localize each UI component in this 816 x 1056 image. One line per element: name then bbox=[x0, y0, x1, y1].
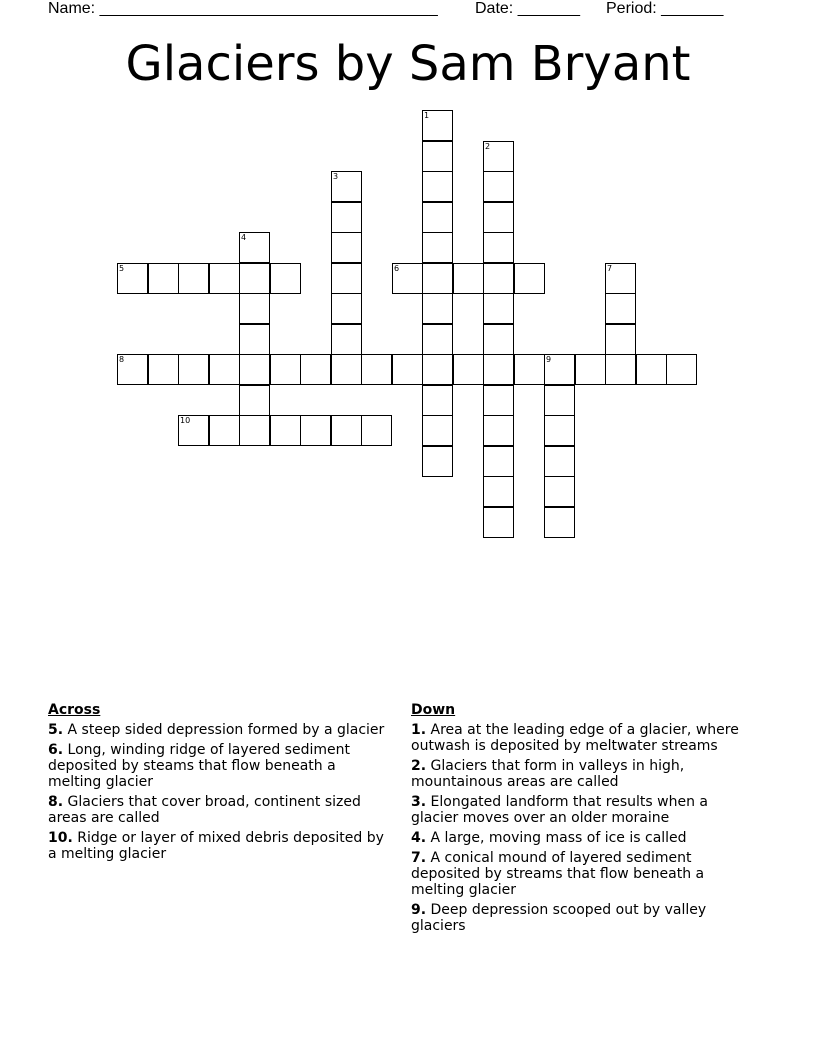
grid-cell[interactable] bbox=[239, 324, 270, 355]
cell-number: 7 bbox=[607, 264, 613, 273]
clue-text: Long, winding ridge of layered sediment deposited by steams that flow beneath a melting glacier bbox=[48, 742, 350, 790]
name-field-label: Name: ______________________________________ bbox=[48, 0, 438, 17]
grid-cell[interactable] bbox=[148, 354, 179, 385]
grid-cell[interactable] bbox=[483, 324, 514, 355]
grid-cell[interactable] bbox=[483, 232, 514, 263]
grid-cell[interactable] bbox=[453, 354, 484, 385]
clue-text: Elongated landform that results when a glacier moves over an older moraine bbox=[411, 794, 708, 826]
grid-cell[interactable] bbox=[361, 354, 392, 385]
grid-cell[interactable] bbox=[544, 446, 575, 477]
down-clues bbox=[411, 702, 741, 938]
grid-cell[interactable] bbox=[209, 263, 240, 294]
across-clue bbox=[48, 794, 393, 826]
grid-cell[interactable] bbox=[544, 476, 575, 507]
page-title: Glaciers by Sam Bryant bbox=[125, 36, 691, 92]
date-field-label: Date: _______ bbox=[475, 0, 580, 17]
grid-cell[interactable] bbox=[270, 354, 301, 385]
grid-cell[interactable] bbox=[575, 354, 606, 385]
grid-cell[interactable] bbox=[544, 385, 575, 416]
clue-text: Deep depression scooped out by valley glaciers bbox=[411, 902, 707, 934]
grid-cell[interactable] bbox=[483, 476, 514, 507]
cell-number: 1 bbox=[424, 111, 430, 120]
grid-cell[interactable] bbox=[483, 293, 514, 324]
grid-cell[interactable] bbox=[483, 263, 514, 294]
grid-cell[interactable] bbox=[239, 263, 270, 294]
cell-number: 4 bbox=[241, 233, 247, 242]
grid-cell[interactable] bbox=[239, 385, 270, 416]
grid-cell[interactable] bbox=[148, 263, 179, 294]
down-clue bbox=[411, 722, 741, 754]
grid-cell[interactable] bbox=[361, 415, 392, 446]
grid-cell[interactable] bbox=[422, 446, 453, 477]
cell-number: 10 bbox=[180, 416, 191, 425]
grid-cell[interactable] bbox=[270, 415, 301, 446]
clue-number: 6. bbox=[48, 742, 64, 758]
clue-text: A steep sided depression formed by a glacier bbox=[67, 722, 385, 738]
across-clue bbox=[48, 722, 393, 738]
cell-number: 5 bbox=[119, 264, 125, 273]
down-clue bbox=[411, 830, 741, 846]
grid-cell[interactable] bbox=[239, 354, 270, 385]
grid-cell[interactable] bbox=[422, 293, 453, 324]
grid-cell[interactable] bbox=[239, 415, 270, 446]
cell-number: 3 bbox=[333, 172, 339, 181]
grid-cell[interactable] bbox=[209, 354, 240, 385]
grid-cell[interactable] bbox=[392, 354, 423, 385]
grid-cell[interactable] bbox=[331, 354, 362, 385]
grid-cell[interactable] bbox=[605, 324, 636, 355]
grid-cell[interactable] bbox=[422, 385, 453, 416]
cell-number: 2 bbox=[485, 142, 491, 151]
down-clue bbox=[411, 850, 741, 898]
cell-number: 9 bbox=[546, 355, 552, 364]
clue-text: A conical mound of layered sediment deposited by streams that flow beneath a melting glacier bbox=[411, 850, 705, 898]
clue-number: 7. bbox=[411, 850, 427, 866]
grid-cell[interactable] bbox=[331, 202, 362, 233]
grid-cell[interactable] bbox=[483, 171, 514, 202]
grid-cell[interactable] bbox=[300, 354, 331, 385]
grid-cell[interactable] bbox=[666, 354, 697, 385]
period-field-label: Period: _______ bbox=[606, 0, 724, 17]
grid-cell[interactable] bbox=[483, 202, 514, 233]
grid-cell[interactable] bbox=[514, 263, 545, 294]
grid-cell[interactable] bbox=[422, 171, 453, 202]
across-clues bbox=[48, 702, 393, 866]
clue-number: 9. bbox=[411, 902, 427, 918]
cell-number: 8 bbox=[119, 355, 125, 364]
cell-number: 6 bbox=[394, 264, 400, 273]
grid-cell[interactable] bbox=[331, 232, 362, 263]
clue-text: A large, moving mass of ice is called bbox=[430, 830, 687, 846]
grid-cell[interactable] bbox=[483, 385, 514, 416]
clue-number: 3. bbox=[411, 794, 427, 810]
grid-cell[interactable] bbox=[636, 354, 667, 385]
grid-cell[interactable] bbox=[331, 263, 362, 294]
clue-text: Glaciers that form in valleys in high, mountainous areas are called bbox=[411, 758, 685, 790]
clue-number: 4. bbox=[411, 830, 427, 846]
grid-cell[interactable] bbox=[209, 415, 240, 446]
clue-text: Ridge or layer of mixed debris deposited by a melting glacier bbox=[48, 830, 384, 862]
grid-cell[interactable] bbox=[514, 354, 545, 385]
grid-cell[interactable] bbox=[605, 293, 636, 324]
down-clue bbox=[411, 794, 741, 826]
grid-cell[interactable] bbox=[422, 415, 453, 446]
grid-cell[interactable] bbox=[178, 354, 209, 385]
clue-number: 1. bbox=[411, 722, 427, 738]
across-clue bbox=[48, 830, 393, 862]
grid-cell[interactable] bbox=[422, 232, 453, 263]
grid-cell[interactable] bbox=[422, 324, 453, 355]
grid-cell[interactable] bbox=[331, 293, 362, 324]
grid-cell[interactable] bbox=[239, 293, 270, 324]
across-clue bbox=[48, 742, 393, 790]
grid-cell[interactable] bbox=[544, 507, 575, 538]
down-clue bbox=[411, 758, 741, 790]
clue-number: 2. bbox=[411, 758, 427, 774]
clue-text: Area at the leading edge of a glacier, where outwash is deposited by meltwater streams bbox=[411, 722, 739, 754]
clue-number: 5. bbox=[48, 722, 64, 738]
grid-cell[interactable] bbox=[300, 415, 331, 446]
grid-cell[interactable] bbox=[422, 202, 453, 233]
grid-cell[interactable] bbox=[605, 354, 636, 385]
clue-number: 10. bbox=[48, 830, 73, 846]
grid-cell[interactable] bbox=[483, 446, 514, 477]
grid-cell[interactable] bbox=[270, 263, 301, 294]
down-heading: Down bbox=[411, 702, 456, 718]
grid-cell[interactable] bbox=[422, 141, 453, 172]
down-clue bbox=[411, 902, 741, 934]
across-heading: Across bbox=[48, 702, 101, 718]
grid-cell[interactable] bbox=[453, 263, 484, 294]
grid-cell[interactable] bbox=[178, 263, 209, 294]
grid-cell[interactable] bbox=[483, 415, 514, 446]
grid-cell[interactable] bbox=[544, 415, 575, 446]
grid-cell[interactable] bbox=[331, 324, 362, 355]
grid-cell[interactable] bbox=[422, 354, 453, 385]
clue-number: 8. bbox=[48, 794, 64, 810]
grid-cell[interactable] bbox=[483, 507, 514, 538]
grid-cell[interactable] bbox=[331, 415, 362, 446]
grid-cell[interactable] bbox=[422, 263, 453, 294]
grid-cell[interactable] bbox=[483, 354, 514, 385]
clue-text: Glaciers that cover broad, continent sized areas are called bbox=[48, 794, 361, 826]
